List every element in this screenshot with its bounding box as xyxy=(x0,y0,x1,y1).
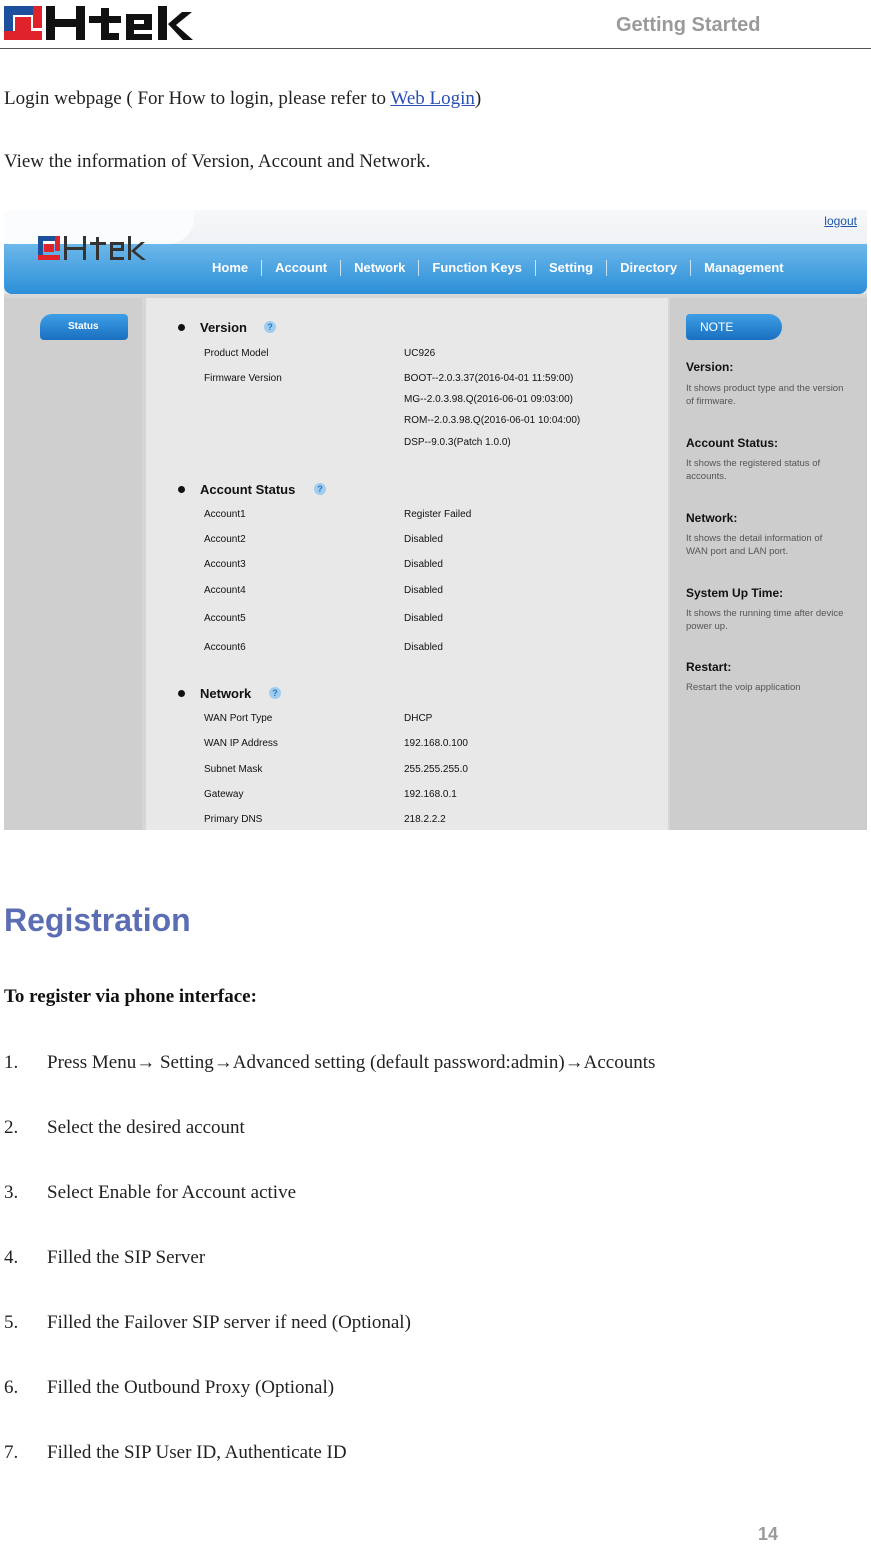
registration-heading: Registration xyxy=(4,902,191,938)
account-status-value: Disabled xyxy=(404,613,443,624)
account-status-value: Disabled xyxy=(404,642,443,653)
step-number: 7. xyxy=(4,1442,19,1463)
note-text: It shows the running time after device power up. xyxy=(686,608,844,632)
step-number: 3. xyxy=(4,1182,19,1203)
account-label: Account6 xyxy=(204,642,246,653)
account-label: Account2 xyxy=(204,534,246,545)
network-label: Subnet Mask xyxy=(204,764,263,775)
nav-function-keys[interactable]: Function Keys xyxy=(419,260,536,276)
step-text: Filled the Failover SIP server if need (Optional) xyxy=(47,1312,411,1333)
nav-management[interactable]: Management xyxy=(704,260,784,275)
account-status-value: Disabled xyxy=(404,534,443,545)
help-icon[interactable]: ? xyxy=(314,483,326,495)
version-value: UC926 xyxy=(404,348,436,359)
bullet-icon xyxy=(178,324,185,331)
step-number: 1. xyxy=(4,1052,19,1073)
version-value: DSP--9.0.3(Patch 1.0.0) xyxy=(404,437,511,448)
step-text: Filled the Outbound Proxy (Optional) xyxy=(47,1377,335,1398)
web-login-link[interactable]: Web Login xyxy=(390,88,475,109)
help-icon[interactable]: ? xyxy=(269,687,281,699)
note-text: It shows the registered status of accounts. xyxy=(686,458,821,482)
step-text: Select the desired account xyxy=(47,1117,245,1138)
help-icon[interactable]: ? xyxy=(264,321,276,333)
intro-login-suffix: ) xyxy=(474,88,482,109)
note-heading: Restart: xyxy=(686,660,732,674)
web-htek-logo xyxy=(38,232,148,264)
logout-link[interactable]: logout xyxy=(824,214,857,228)
web-nav-menu xyxy=(212,260,797,276)
nav-account[interactable]: Account xyxy=(262,260,341,276)
note-panel xyxy=(670,298,867,830)
account-status-value: Disabled xyxy=(404,559,443,570)
version-title: Version xyxy=(200,320,247,335)
step-number: 5. xyxy=(4,1312,19,1333)
step-text: Filled the SIP User ID, Authenticate ID xyxy=(47,1442,347,1463)
note-heading: System Up Time: xyxy=(686,586,784,600)
account-status-value: Register Failed xyxy=(404,509,472,520)
step-text: Press Menu→ Setting→Advanced setting (default password:admin)→Accounts xyxy=(47,1052,656,1073)
network-value: 255.255.255.0 xyxy=(404,764,468,775)
intro-login-line xyxy=(4,88,481,110)
nav-network[interactable]: Network xyxy=(341,260,419,276)
step-number: 4. xyxy=(4,1247,19,1268)
account-status-title: Account Status xyxy=(200,482,296,497)
network-label: WAN IP Address xyxy=(204,738,278,749)
note-heading: Network: xyxy=(686,511,738,525)
header-divider xyxy=(0,48,871,49)
account-label: Account4 xyxy=(204,585,246,596)
network-value: 218.2.2.2 xyxy=(404,814,446,825)
step-text: Select Enable for Account active xyxy=(47,1182,297,1203)
network-value: 192.168.0.1 xyxy=(404,789,457,800)
account-label: Account5 xyxy=(204,613,246,624)
section-title: Getting Started xyxy=(616,14,761,36)
registration-subheading: To register via phone interface: xyxy=(4,986,257,1007)
version-value: BOOT--2.0.3.37(2016-04-01 11:59:00) xyxy=(404,373,574,384)
version-label: Product Model xyxy=(204,348,269,359)
intro-info-line: View the information of Version, Account and Network. xyxy=(4,151,431,172)
step-number: 2. xyxy=(4,1117,19,1138)
note-text: It shows the detail information of WAN port and LAN port. xyxy=(686,533,823,557)
note-heading: Version: xyxy=(686,360,734,374)
note-text: It shows product type and the version of firmware. xyxy=(686,383,844,407)
bullet-icon xyxy=(178,486,185,493)
network-value: 192.168.0.100 xyxy=(404,738,468,749)
network-label: WAN Port Type xyxy=(204,713,273,724)
status-page-screenshot xyxy=(4,210,867,830)
version-value: ROM--2.0.3.98.Q(2016-06-01 10:04:00) xyxy=(404,415,581,426)
intro-login-prefix: Login webpage ( For How to login, please refer to xyxy=(4,88,391,109)
nav-home[interactable]: Home xyxy=(212,260,262,276)
account-label: Account3 xyxy=(204,559,246,570)
nav-directory[interactable]: Directory xyxy=(607,260,691,276)
account-status-value: Disabled xyxy=(404,585,443,596)
note-text: Restart the voip application xyxy=(686,682,801,693)
step-number: 6. xyxy=(4,1377,19,1398)
account-label: Account1 xyxy=(204,509,246,520)
bullet-icon xyxy=(178,690,185,697)
version-label: Firmware Version xyxy=(204,373,282,384)
page-number: 14 xyxy=(758,1524,779,1544)
network-label: Gateway xyxy=(204,789,244,800)
network-title: Network xyxy=(200,686,252,701)
htek-logo xyxy=(4,4,194,44)
nav-setting[interactable]: Setting xyxy=(536,260,607,276)
step-text: Filled the SIP Server xyxy=(47,1247,206,1268)
note-heading: Account Status: xyxy=(686,436,779,450)
sidebar-status-button[interactable]: Status xyxy=(40,314,128,340)
version-value: MG--2.0.3.98.Q(2016-06-01 09:03:00) xyxy=(404,394,573,405)
note-button: NOTE xyxy=(686,314,782,340)
network-label: Primary DNS xyxy=(204,814,263,825)
web-sidebar xyxy=(4,298,142,830)
network-value: DHCP xyxy=(404,713,433,724)
